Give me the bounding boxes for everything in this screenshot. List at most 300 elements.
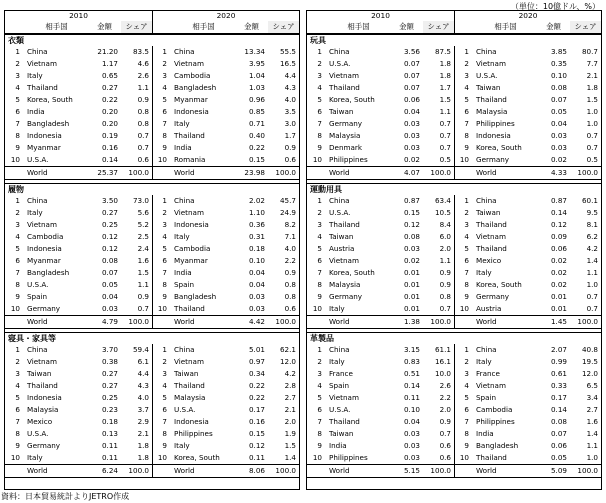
table-row [5, 267, 299, 279]
amount-2010: 1.17 [101, 59, 118, 68]
share-2020: 0.8 [284, 292, 296, 301]
partner-2020: Bangladesh [476, 441, 519, 450]
share-2020: 0.8 [284, 280, 296, 289]
amount-2010: 0.14 [101, 155, 118, 164]
amount-2020: 13.34 [244, 47, 265, 56]
share-2010: 8.4 [439, 220, 451, 229]
rank-2020: 3 [152, 70, 172, 82]
amount-2020: 0.03 [248, 304, 265, 313]
rank-2020: 6 [454, 404, 474, 416]
amount-2010: 0.16 [101, 143, 118, 152]
rank-2020: 7 [454, 267, 474, 279]
amount-2020: 0.97 [248, 357, 265, 366]
share-2020: 55.5 [279, 47, 296, 56]
rank-2020: 3 [454, 368, 474, 380]
world-rank-blank [5, 465, 25, 477]
amount-2010: 0.13 [101, 429, 118, 438]
share-2020: 4.0 [284, 244, 296, 253]
partner-2020: U.S.A. [174, 405, 196, 414]
share-2010: 0.8 [137, 107, 149, 116]
partner-2010: Taiwan [329, 429, 354, 438]
rank-2020: 9 [152, 291, 172, 303]
share-header: シェア [570, 21, 601, 33]
world-rank-blank [454, 167, 474, 179]
partner-2020: Vietnam [476, 59, 506, 68]
rank-2010: 10 [312, 304, 322, 313]
rank-2020: 3 [454, 219, 474, 231]
partner-2010: France [329, 369, 353, 378]
rank-2020: 2 [152, 207, 172, 219]
amount-header: 金額 [97, 22, 112, 31]
table-row [5, 46, 299, 58]
partner-2010: Denmark [329, 143, 363, 152]
amount-2020: 0.10 [550, 71, 567, 80]
share-2020: 0.5 [586, 155, 598, 164]
year-header-row [307, 11, 601, 21]
partner-2020: Italy [174, 232, 190, 241]
table-row [307, 195, 601, 207]
category-label: 寝具・家具等 [5, 332, 299, 344]
rank-2020: 2 [152, 356, 172, 368]
category-label: 玩具 [307, 34, 601, 46]
amount-2010: 0.04 [403, 417, 420, 426]
rank-2010: 3 [15, 369, 20, 378]
rank-2020: 5 [152, 94, 172, 106]
partner-2020: Malaysia [476, 107, 508, 116]
amount-2020: 0.08 [550, 83, 567, 92]
rank-2010: 3 [317, 369, 322, 378]
partner-2020: U.S.A. [476, 71, 498, 80]
share-2020: 2.2 [284, 256, 296, 265]
rank-2020: 5 [454, 94, 474, 106]
share-2010: 0.9 [439, 417, 451, 426]
rank-2020: 1 [454, 344, 474, 356]
rank-2010: 6 [15, 256, 20, 265]
amount-2010: 3.50 [101, 196, 118, 205]
amount-2020: 0.05 [550, 107, 567, 116]
share-2010: 2.4 [137, 244, 149, 253]
amount-2020: 0.17 [550, 393, 567, 402]
share-2010: 2.0 [439, 405, 451, 414]
partner-2010: Vietnam [329, 71, 359, 80]
amount-2020: 0.03 [248, 292, 265, 301]
world-label-2010: World [27, 466, 48, 475]
amount-2020: 0.07 [550, 429, 567, 438]
share-2020: 0.7 [586, 131, 598, 140]
partner-header: 相手国 [45, 22, 68, 31]
share-2020: 62.1 [279, 345, 296, 354]
partner-2010: Vietnam [27, 59, 57, 68]
share-2020: 8.2 [284, 220, 296, 229]
rank-2010: 5 [15, 244, 20, 253]
partner-2020: Spain [174, 280, 195, 289]
world-amount-2010: 5.15 [403, 466, 420, 475]
share-header: シェア [121, 21, 152, 33]
share-2010: 1.5 [439, 95, 451, 104]
partner-2020: India [174, 143, 192, 152]
share-2010: 1.1 [137, 83, 149, 92]
share-2020: 1.4 [586, 429, 598, 438]
world-rank-blank [152, 465, 172, 477]
partner-2010: Thailand [329, 417, 360, 426]
table-row [5, 154, 299, 166]
world-total-row [5, 464, 299, 478]
table-row [5, 303, 299, 315]
share-2020: 2.1 [284, 405, 296, 414]
rank-2020: 8 [454, 279, 474, 291]
share-2010: 0.9 [137, 292, 149, 301]
share-2020: 9.5 [586, 208, 598, 217]
world-total-row [307, 464, 601, 478]
share-2020: 6.2 [586, 232, 598, 241]
amount-2010: 0.27 [101, 369, 118, 378]
table-row [5, 94, 299, 106]
partner-2020: Indonesia [174, 220, 209, 229]
share-2020: 4.2 [284, 369, 296, 378]
share-2020: 1.5 [586, 95, 598, 104]
table-row [5, 428, 299, 440]
world-share-2020: 100.0 [275, 317, 296, 326]
rank-2010: 5 [317, 393, 322, 402]
table-row [307, 82, 601, 94]
amount-2020: 2.02 [248, 196, 265, 205]
amount-2010: 0.12 [403, 220, 420, 229]
amount-2010: 0.06 [403, 95, 420, 104]
partner-2020: Cambodia [476, 405, 513, 414]
rank-2010: 1 [15, 196, 20, 205]
rank-2010: 2 [317, 208, 322, 217]
world-amount-2010: 4.79 [101, 317, 118, 326]
table-row [5, 279, 299, 291]
amount-2020: 0.34 [248, 369, 265, 378]
world-label-2010: World [27, 168, 48, 177]
rank-2020: 8 [454, 428, 474, 440]
year-2010-label: 2010 [69, 11, 88, 20]
table-row [5, 392, 299, 404]
rank-2010: 2 [15, 59, 20, 68]
rank-2020: 3 [454, 70, 474, 82]
rank-2020: 10 [152, 303, 172, 315]
world-label-2010: World [27, 317, 48, 326]
share-2020: 7.1 [284, 232, 296, 241]
rank-2020: 6 [152, 255, 172, 267]
share-2020: 1.0 [586, 280, 598, 289]
share-2020: 4.3 [284, 83, 296, 92]
partner-2020: Korea, South [476, 280, 522, 289]
amount-2010: 0.03 [403, 429, 420, 438]
share-2010: 1.8 [439, 71, 451, 80]
world-total-row [307, 166, 601, 180]
share-2010: 0.7 [137, 143, 149, 152]
share-2010: 1.6 [137, 256, 149, 265]
amount-header: 金額 [399, 22, 414, 31]
share-2010: 2.0 [439, 244, 451, 253]
partner-2020: Italy [476, 357, 492, 366]
rank-2010: 7 [317, 268, 322, 277]
partner-2010: China [329, 345, 350, 354]
rank-2020: 4 [454, 380, 474, 392]
world-share-2010: 100.0 [128, 466, 149, 475]
world-label-2020: World [174, 466, 195, 475]
rank-2010: 10 [10, 155, 20, 164]
rank-2010: 1 [15, 345, 20, 354]
rank-header [5, 21, 25, 33]
table-row [307, 207, 601, 219]
share-2020: 2.0 [284, 417, 296, 426]
partner-2010: Thailand [27, 381, 58, 390]
rank-2020: 10 [152, 452, 172, 464]
partner-2020: Vietnam [174, 208, 204, 217]
share-2010: 0.9 [439, 268, 451, 277]
rank-2010: 7 [15, 417, 20, 426]
partner-2020: France [476, 369, 500, 378]
world-amount-2020: 23.98 [244, 168, 265, 177]
rank-2010: 9 [15, 292, 20, 301]
amount-2020: 0.40 [248, 131, 265, 140]
amount-2020: 0.04 [550, 119, 567, 128]
rank-2020: 6 [152, 404, 172, 416]
amount-2010: 0.03 [403, 453, 420, 462]
partner-2020: Austria [476, 304, 502, 313]
table-row [307, 344, 601, 356]
share-2010: 0.7 [137, 304, 149, 313]
partner-2010: Taiwan [329, 232, 354, 241]
amount-2020: 0.08 [550, 417, 567, 426]
partner-2020: Thailand [476, 453, 507, 462]
rank-2010: 5 [317, 95, 322, 104]
partner-2020: Thailand [174, 304, 205, 313]
share-2020: 0.9 [284, 268, 296, 277]
share-2010: 1.5 [137, 268, 149, 277]
partner-2020: Cambodia [174, 244, 211, 253]
table-row [307, 404, 601, 416]
rank-2010: 1 [317, 47, 322, 56]
rank-2010: 4 [15, 381, 20, 390]
amount-2010: 0.25 [101, 220, 118, 229]
partner-2010: Bangladesh [27, 268, 70, 277]
amount-2010: 0.07 [403, 71, 420, 80]
amount-2020: 0.06 [550, 441, 567, 450]
amount-2020: 0.14 [550, 208, 567, 217]
rank-2020: 9 [454, 440, 474, 452]
share-2010: 4.4 [137, 369, 149, 378]
partner-2010: Italy [329, 304, 345, 313]
partner-2010: Vietnam [27, 357, 57, 366]
rank-header [152, 21, 172, 33]
world-label-2010: World [329, 317, 350, 326]
share-2020: 80.7 [581, 47, 598, 56]
amount-2010: 0.14 [403, 381, 420, 390]
partner-2010: U.S.A. [329, 405, 351, 414]
world-share-2010: 100.0 [430, 466, 451, 475]
rank-2010: 8 [317, 280, 322, 289]
table-row [5, 291, 299, 303]
table-row [5, 195, 299, 207]
unit-note: （単位：10億ドル、%） [510, 2, 600, 11]
world-amount-2020: 4.42 [248, 317, 265, 326]
amount-2010: 0.87 [403, 196, 420, 205]
amount-2020: 0.07 [550, 95, 567, 104]
rank-2010: 7 [317, 417, 322, 426]
partner-2010: Vietnam [329, 393, 359, 402]
world-total-row [5, 166, 299, 180]
rank-2020: 7 [454, 118, 474, 130]
world-amount-2010: 6.24 [101, 466, 118, 475]
partner-2010: Italy [329, 357, 345, 366]
amount-header: 金額 [244, 22, 259, 31]
share-2010: 5.2 [137, 220, 149, 229]
amount-2020: 1.04 [248, 71, 265, 80]
share-2010: 61.1 [434, 345, 451, 354]
table-row [5, 70, 299, 82]
partner-2010: Austria [329, 244, 355, 253]
rank-2020: 1 [454, 46, 474, 58]
rank-2020: 5 [152, 243, 172, 255]
table-row [307, 243, 601, 255]
amount-2020: 0.96 [248, 95, 265, 104]
world-label-2020: World [476, 466, 497, 475]
world-rank-blank [454, 465, 474, 477]
rank-2020: 10 [454, 154, 474, 166]
amount-header: 金額 [546, 22, 561, 31]
amount-2010: 0.18 [101, 417, 118, 426]
rank-2020: 6 [152, 106, 172, 118]
world-rank-blank [5, 316, 25, 328]
rank-2010: 9 [15, 143, 20, 152]
partner-2010: Malaysia [329, 131, 361, 140]
partner-2010: China [27, 47, 48, 56]
table-row [307, 392, 601, 404]
amount-2010: 0.11 [101, 453, 118, 462]
amount-2020: 0.12 [248, 441, 265, 450]
table-row [307, 291, 601, 303]
partner-2020: India [174, 268, 192, 277]
share-2020: 1.7 [284, 131, 296, 140]
year-header-row [5, 11, 299, 21]
rank-2020: 2 [454, 207, 474, 219]
world-share-2020: 100.0 [275, 466, 296, 475]
rank-2010: 4 [15, 83, 20, 92]
rank-2020: 7 [152, 118, 172, 130]
amount-2020: 0.02 [550, 280, 567, 289]
amount-2020: 0.22 [248, 393, 265, 402]
amount-2020: 0.03 [550, 131, 567, 140]
amount-2010: 0.03 [403, 143, 420, 152]
table-row [5, 58, 299, 70]
partner-2020: Thailand [476, 220, 507, 229]
share-2010: 73.0 [132, 196, 149, 205]
world-share-2020: 100.0 [577, 317, 598, 326]
share-2010: 0.7 [439, 131, 451, 140]
share-2010: 0.7 [137, 131, 149, 140]
partner-2010: U.S.A. [27, 280, 49, 289]
rank-2010: 7 [317, 119, 322, 128]
left-table-panel [4, 10, 300, 490]
partner-2010: Spain [27, 292, 48, 301]
partner-2020: Philippines [476, 119, 515, 128]
world-label-2020: World [476, 317, 497, 326]
rank-2010: 8 [15, 131, 20, 140]
partner-2010: Germany [27, 441, 61, 450]
amount-2020: 2.07 [550, 345, 567, 354]
rank-2020: 5 [454, 392, 474, 404]
rank-2010: 7 [15, 268, 20, 277]
rank-2010: 2 [15, 357, 20, 366]
rank-2020: 2 [454, 356, 474, 368]
rank-2020: 9 [454, 291, 474, 303]
table-row [307, 428, 601, 440]
table-row [307, 70, 601, 82]
partner-2020: Vietnam [476, 381, 506, 390]
rank-2010: 2 [317, 59, 322, 68]
table-row [307, 46, 601, 58]
amount-2020: 5.01 [248, 345, 265, 354]
world-amount-2010: 1.38 [403, 317, 420, 326]
rank-2020: 7 [152, 416, 172, 428]
amount-2020: 0.02 [550, 268, 567, 277]
rank-2010: 5 [15, 95, 20, 104]
share-2010: 10.0 [434, 369, 451, 378]
share-2010: 0.6 [137, 155, 149, 164]
rank-2020: 9 [152, 440, 172, 452]
rank-2020: 10 [454, 452, 474, 464]
partner-2020: China [476, 196, 497, 205]
share-2020: 1.5 [284, 441, 296, 450]
amount-2010: 0.12 [101, 244, 118, 253]
amount-2010: 0.27 [101, 208, 118, 217]
rank-2010: 3 [317, 220, 322, 229]
table-row [5, 231, 299, 243]
amount-2020: 0.18 [248, 244, 265, 253]
share-2010: 0.7 [439, 304, 451, 313]
amount-2010: 0.04 [101, 292, 118, 301]
partner-2020: China [174, 345, 195, 354]
table-row [307, 267, 601, 279]
share-2010: 0.7 [439, 429, 451, 438]
amount-2020: 0.16 [248, 417, 265, 426]
rank-2010: 1 [317, 196, 322, 205]
world-label-2020: World [476, 168, 497, 177]
table-row [307, 154, 601, 166]
category-label: 革製品 [307, 332, 601, 344]
partner-2010: Taiwan [329, 107, 354, 116]
amount-2010: 0.19 [101, 131, 118, 140]
world-rank-blank [152, 316, 172, 328]
rank-2010: 3 [15, 220, 20, 229]
share-2020: 6.5 [586, 381, 598, 390]
rank-2010: 9 [317, 441, 322, 450]
world-amount-2020: 1.45 [550, 317, 567, 326]
partner-2020: Vietnam [174, 357, 204, 366]
share-2020: 3.4 [586, 393, 598, 402]
amount-2010: 0.07 [403, 83, 420, 92]
share-2020: 16.5 [279, 59, 296, 68]
category-label: 衣類 [5, 34, 299, 46]
table-row [307, 356, 601, 368]
partner-2020: Philippines [476, 417, 515, 426]
table-row [307, 118, 601, 130]
share-2020: 1.0 [586, 453, 598, 462]
amount-2020: 0.02 [550, 256, 567, 265]
rank-2020: 2 [152, 58, 172, 70]
partner-2020: Myanmar [174, 256, 208, 265]
partner-2020: Thailand [174, 381, 205, 390]
table-row [5, 255, 299, 267]
share-2010: 1.1 [137, 280, 149, 289]
table-row [5, 356, 299, 368]
share-2020: 24.9 [279, 208, 296, 217]
partner-2020: Myanmar [174, 95, 208, 104]
